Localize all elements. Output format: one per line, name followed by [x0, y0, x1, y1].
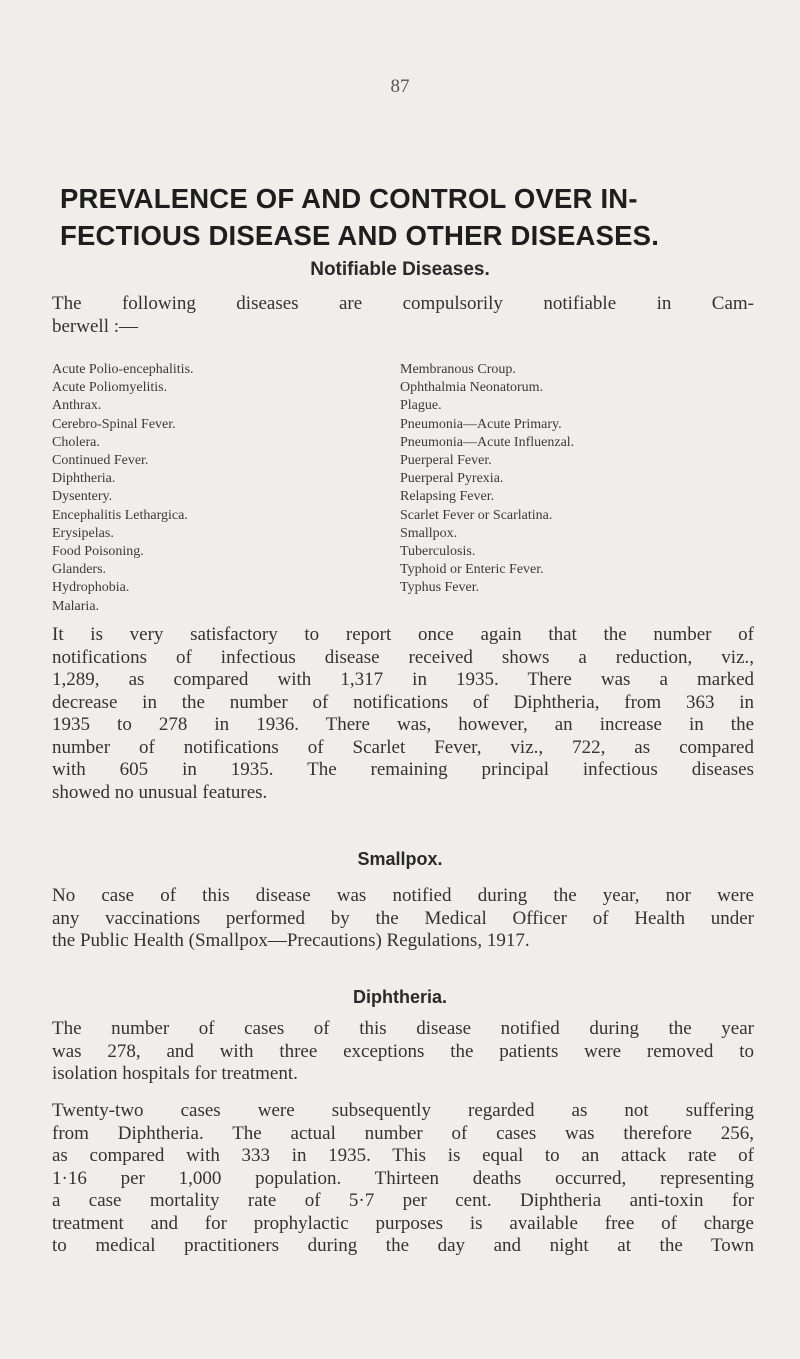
paragraph-line: any vaccinations performed by the Medical Officer of Health under — [52, 907, 754, 929]
paragraph-line: decrease in the number of notifications of Diphtheria, from 363 in — [52, 691, 754, 713]
disease-item: Glanders. — [52, 562, 107, 578]
paragraph-line: the Public Health (Smallpox—Precautions) Regulations, 1917. — [52, 930, 530, 951]
title-line: PREVALENCE OF AND CONTROL OVER IN- — [60, 183, 638, 214]
disease-item: Scarlet Fever or Scarlatina. — [400, 507, 553, 523]
paragraph-line: from Diphtheria. The actual number of cases was therefore 256, — [52, 1122, 754, 1144]
disease-item: Plague. — [400, 398, 442, 414]
disease-item: Anthrax. — [52, 398, 102, 414]
disease-item: Cholera. — [52, 434, 100, 450]
disease-item: Relapsing Fever. — [400, 489, 495, 505]
disease-item: Continued Fever. — [52, 453, 149, 469]
disease-item: Food Poisoning. — [52, 544, 144, 560]
smallpox-paragraph — [52, 885, 754, 953]
paragraph-line: number of notifications of Scarlet Fever, viz., 722, as compared — [52, 736, 754, 758]
diphtheria-heading: Diphtheria. — [352, 987, 447, 1007]
disease-item: Ophthalmia Neonatorum. — [400, 380, 544, 396]
paragraph-line: notifications of infectious disease received shows a reduction, viz., — [52, 646, 754, 668]
paragraph-line: treatment and for prophylactic purposes is available free of charge — [52, 1212, 754, 1234]
paragraph-line: The number of cases of this disease notified during the year — [52, 1018, 754, 1039]
disease-item: Diphtheria. — [52, 471, 116, 487]
paragraph-line: 1·16 per 1,000 population. Thirteen deaths occurred, representing — [52, 1167, 754, 1189]
notifications-summary-paragraph — [52, 624, 754, 804]
paragraph-line: The following diseases are compulsorily notifiable in Cam- — [52, 293, 754, 314]
paragraph-line: showed no unusual features. — [52, 781, 268, 803]
paragraph-line: was 278, and with three exceptions the patients were removed to — [52, 1040, 754, 1062]
disease-item: Smallpox. — [400, 525, 458, 541]
disease-item: Pneumonia—Acute Primary. — [400, 416, 562, 432]
paragraph-line: 1935 to 278 in 1936. There was, however, an increase in the — [52, 714, 754, 735]
disease-item: Pneumonia—Acute Influenzal. — [400, 434, 575, 450]
paragraph-line: It is very satisfactory to report once again that the number of — [52, 624, 754, 645]
page-number: 87 — [390, 76, 410, 97]
diseases-list-left — [52, 361, 194, 616]
paragraph-line: as compared with 333 in 1935. This is equal to an attack rate of — [52, 1145, 754, 1166]
diseases-list-right — [400, 361, 574, 598]
title-line: FECTIOUS DISEASE AND OTHER DISEASES. — [60, 220, 660, 251]
disease-item: Cerebro-Spinal Fever. — [52, 416, 176, 432]
disease-item: Puerperal Pyrexia. — [400, 471, 504, 487]
paragraph-line: berwell :— — [52, 315, 139, 337]
disease-item: Dysentery. — [52, 489, 113, 505]
paragraph-line: No case of this disease was notified during the year, nor were — [52, 885, 754, 906]
disease-item: Typhoid or Enteric Fever. — [400, 562, 544, 578]
disease-item: Typhus Fever. — [400, 580, 480, 596]
paragraph-line: to medical practitioners during the day and night at the Town — [52, 1235, 754, 1256]
paragraph-line: a case mortality rate of 5·7 per cent. Diphtheria anti-toxin for — [52, 1190, 754, 1211]
notifiable-diseases-heading: Notifiable Diseases. — [310, 259, 490, 280]
disease-item: Acute Poliomyelitis. — [52, 380, 168, 396]
disease-item: Encephalitis Lethargica. — [52, 507, 188, 523]
paragraph-line: isolation hospitals for treatment. — [52, 1063, 298, 1084]
paragraph-line: Twenty-two cases were subsequently regarded as not suffering — [52, 1100, 754, 1121]
disease-item: Tuberculosis. — [400, 544, 476, 560]
notifiable-intro-paragraph — [52, 293, 754, 338]
smallpox-heading: Smallpox. — [357, 849, 443, 869]
disease-item: Acute Polio-encephalitis. — [52, 362, 194, 377]
disease-item: Erysipelas. — [52, 525, 114, 541]
paragraph-line: with 605 in 1935. The remaining principal infectious diseases — [52, 759, 754, 780]
disease-item: Hydrophobia. — [52, 580, 130, 596]
diphtheria-paragraph-1 — [52, 1018, 754, 1086]
disease-item: Malaria. — [52, 598, 100, 614]
paragraph-line: 1,289, as compared with 1,317 in 1935. There was a marked — [52, 669, 754, 690]
page-title — [60, 180, 750, 254]
diphtheria-paragraph-2 — [52, 1100, 754, 1258]
disease-item: Puerperal Fever. — [400, 453, 492, 469]
disease-item: Membranous Croup. — [400, 362, 516, 377]
